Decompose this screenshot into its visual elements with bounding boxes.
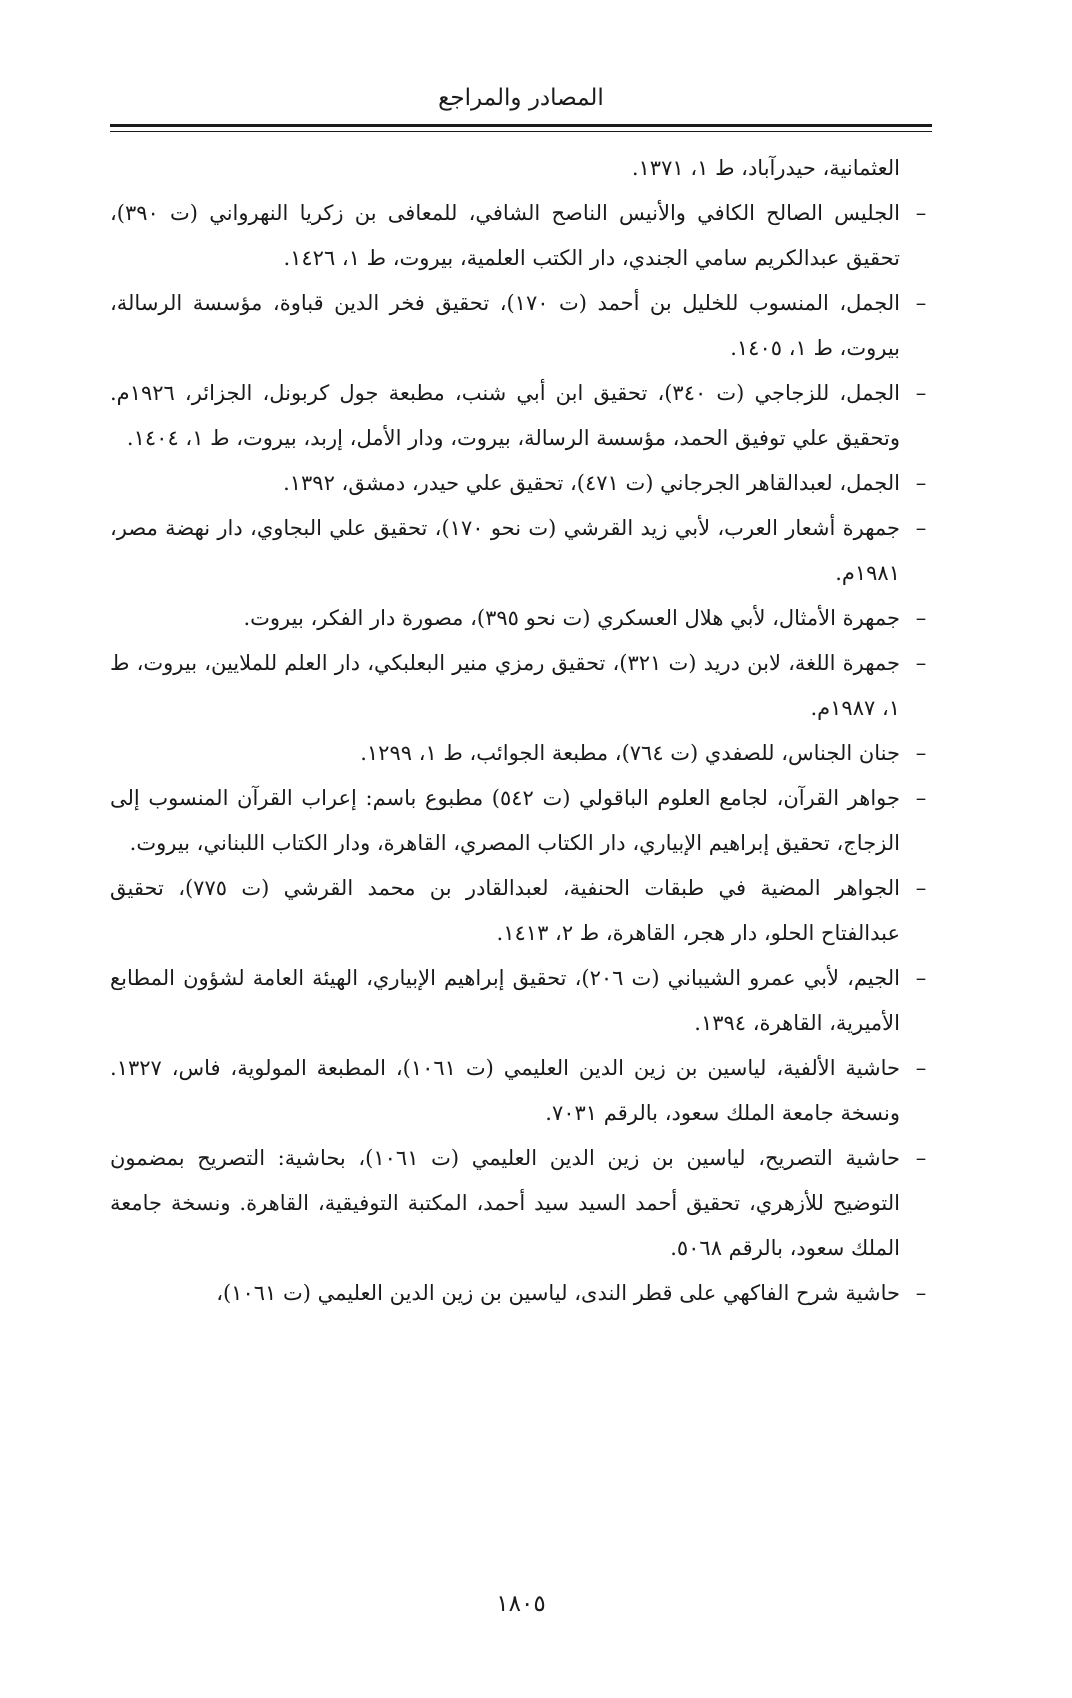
entry-text: جمهرة اللغة، لابن دريد (ت ٣٢١)، تحقيق رمزي منير البعلبكي، دار العلم للملايين، بيروت، ط ١، ١٩٨٧م. [110,651,900,720]
entry-dash: – [915,786,927,810]
bibliography-list [110,146,932,1316]
bibliography-entry [110,371,932,461]
header-rule-thin [110,131,932,132]
bibliography-entry [110,956,932,1046]
entry-dash: – [915,471,927,495]
bibliography-entry [110,776,932,866]
entry-text: العثمانية، حيدرآباد، ط ١، ١٣٧١. [631,156,900,180]
entry-text: جنان الجناس، للصفدي (ت ٧٦٤)، مطبعة الجوائب، ط ١، ١٢٩٩. [360,741,900,765]
entry-text: حاشية الألفية، لياسين بن زين الدين العليمي (ت ١٠٦١)، المطبعة المولوية، فاس، ١٣٢٧. ونسخة جامعة الملك سعود، بالرقم ٧٠٣١. [110,1056,900,1125]
entry-dash: – [915,516,927,540]
page-number: ١٨٠٥ [496,1591,546,1617]
entry-text: حاشية التصريح، لياسين بن زين الدين العليمي (ت ١٠٦١)، بحاشية: التصريح بمضمون التوضيح للأزهري، تحقيق أحمد السيد سيد أحمد، المكتبة التوفيقية، القاهرة. ونسخة جامعة الملك سعود، بالرقم ٥٠٦٨. [110,1146,900,1260]
entry-dash: – [915,1056,927,1080]
bibliography-entry [110,641,932,731]
bibliography-entry [110,506,932,596]
entry-text: الجمل، المنسوب للخليل بن أحمد (ت ١٧٠)، تحقيق فخر الدين قباوة، مؤسسة الرسالة، بيروت، ط ١، ١٤٠٥. [110,291,900,360]
bibliography-entry [110,461,932,506]
bibliography-entry [110,1271,932,1316]
entry-text: الجليس الصالح الكافي والأنيس الناصح الشافي، للمعافى بن زكريا النهرواني (ت ٣٩٠)، تحقيق عبدالكريم سامي الجندي، دار الكتب العلمية، بيروت، ط ١، ١٤٢٦. [110,201,900,270]
entry-text: الجواهر المضية في طبقات الحنفية، لعبدالقادر بن محمد القرشي (ت ٧٧٥)، تحقيق عبدالفتاح الحلو، دار هجر، القاهرة، ط ٢، ١٤١٣. [110,876,900,945]
entry-dash: – [915,201,927,225]
entry-text: جواهر القرآن، لجامع العلوم الباقولي (ت ٥٤٢) مطبوع باسم: إعراب القرآن المنسوب إلى الزجاج، تحقيق إبراهيم الإبياري، دار الكتاب المصري، القاهرة، ودار الكتاب اللبناني، بيروت. [110,786,900,855]
entry-text: جمهرة أشعار العرب، لأبي زيد القرشي (ت نحو ١٧٠)، تحقيق علي البجاوي، دار نهضة مصر، ١٩٨١م. [110,516,900,585]
entry-dash: – [915,876,927,900]
entry-dash: – [915,381,927,405]
bibliography-entry [110,1046,932,1136]
bibliography-entry [110,1136,932,1271]
entry-dash: – [915,606,927,630]
entry-dash: – [915,741,927,765]
entry-dash: – [915,1281,927,1305]
bibliography-entry [110,596,932,641]
bibliography-entry [110,866,932,956]
entry-text: حاشية شرح الفاكهي على قطر الندى، لياسين بن زين الدين العليمي (ت ١٠٦١)، [216,1281,900,1305]
entry-text: جمهرة الأمثال، لأبي هلال العسكري (ت نحو ٣٩٥)، مصورة دار الفكر، بيروت. [243,606,900,630]
page-header-title: المصادر والمراجع [438,85,604,111]
bibliography-entry [110,146,932,191]
entry-text: الجمل، لعبدالقاهر الجرجاني (ت ٤٧١)، تحقيق علي حيدر، دمشق، ١٣٩٢. [283,471,900,495]
bibliography-entry [110,281,932,371]
bibliography-entry [110,731,932,776]
entry-text: الجمل، للزجاجي (ت ٣٤٠)، تحقيق ابن أبي شنب، مطبعة جول كربونل، الجزائر، ١٩٢٦م. وتحقيق علي توفيق الحمد، مؤسسة الرسالة، بيروت، ودار الأمل، إربد، بيروت، ط ١، ١٤٠٤. [110,381,900,450]
bibliography-entry [110,191,932,281]
entry-dash: – [915,966,927,990]
entry-dash: – [915,291,927,315]
entry-dash: – [915,651,927,675]
header-rule-thick [110,124,932,127]
entry-dash: – [915,1146,927,1170]
entry-text: الجيم، لأبي عمرو الشيباني (ت ٢٠٦)، تحقيق إبراهيم الإبياري، الهيئة العامة لشؤون المطابع الأميرية، القاهرة، ١٣٩٤. [110,966,900,1035]
